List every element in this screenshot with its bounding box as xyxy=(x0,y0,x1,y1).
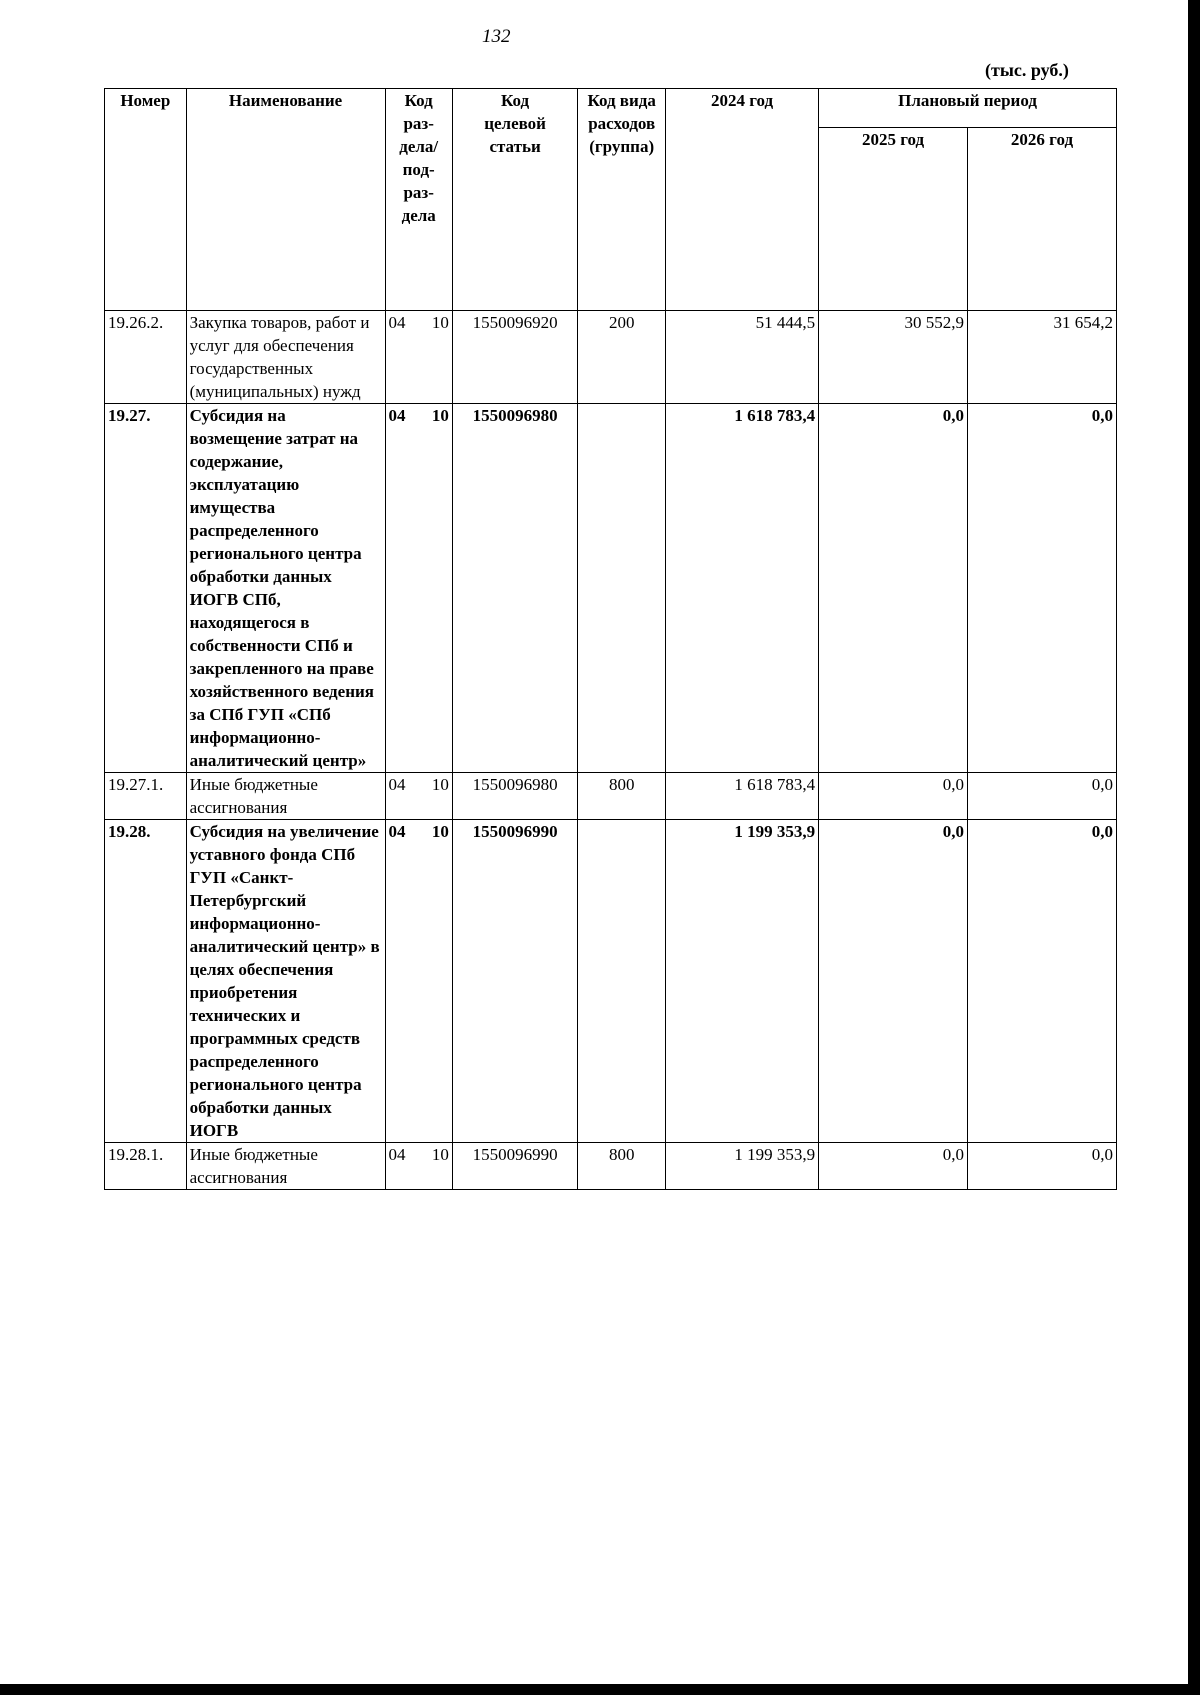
row-number: 19.27. xyxy=(105,404,187,773)
row-section: 04 xyxy=(388,822,406,841)
row-section: 04 xyxy=(388,1145,406,1164)
row-name: Иные бюджетные ассигнования xyxy=(186,1143,385,1190)
row-subsection: 10 xyxy=(431,775,449,794)
row-amount-2024: 1 199 353,9 xyxy=(666,820,819,1143)
row-number: 19.28.1. xyxy=(105,1143,187,1190)
row-section-code xyxy=(385,311,452,404)
header-section-code-text: Код раз-дела/ под-раз-дела xyxy=(399,91,439,225)
row-amount-2026: 0,0 xyxy=(968,1143,1117,1190)
row-amount-2024: 1 199 353,9 xyxy=(666,1143,819,1190)
header-number: Номер xyxy=(105,89,187,311)
header-expense-type-text: Код вида расходов (группа) xyxy=(587,91,656,156)
row-target-code: 1550096990 xyxy=(452,1143,577,1190)
row-expense-type: 200 xyxy=(578,311,666,404)
row-amount-2025: 30 552,9 xyxy=(819,311,968,404)
row-amount-2024: 1 618 783,4 xyxy=(666,404,819,773)
row-section-code xyxy=(385,820,452,1143)
page-number: 132 xyxy=(482,26,511,47)
header-year-2026: 2026 год xyxy=(968,128,1117,311)
row-subsection: 10 xyxy=(431,822,449,841)
header-year-2024: 2024 год xyxy=(666,89,819,311)
row-amount-2025: 0,0 xyxy=(819,773,968,820)
header-name: Наименование xyxy=(186,89,385,311)
row-amount-2025: 0,0 xyxy=(819,820,968,1143)
row-name: Субсидия на возмещение затрат на содержание, эксплуатацию имущества распределенного регионального центра обработки данных ИОГВ СПб, находящегося в собственности СПб и закрепленного на праве хозяйственного ведения за СПб ГУП «СПб информационно-аналитический центр» xyxy=(186,404,385,773)
row-target-code: 1550096920 xyxy=(452,311,577,404)
row-target-code: 1550096980 xyxy=(452,404,577,773)
row-section: 04 xyxy=(388,313,406,332)
row-name: Иные бюджетные ассигнования xyxy=(186,773,385,820)
unit-note: (тыс. руб.) xyxy=(985,60,1069,80)
row-subsection: 10 xyxy=(431,406,449,425)
row-name: Закупка товаров, работ и услуг для обеспечения государственных (муниципальных) нужд xyxy=(186,311,385,404)
row-section: 04 xyxy=(388,775,406,794)
scan-edge-bottom xyxy=(0,1684,1200,1695)
row-expense-type xyxy=(578,404,666,773)
row-expense-type: 800 xyxy=(578,1143,666,1190)
row-target-code: 1550096990 xyxy=(452,820,577,1143)
row-amount-2026: 31 654,2 xyxy=(968,311,1117,404)
header-year-2025: 2025 год xyxy=(819,128,968,311)
row-amount-2025: 0,0 xyxy=(819,1143,968,1190)
row-subsection: 10 xyxy=(431,313,449,332)
row-number: 19.26.2. xyxy=(105,311,187,404)
header-target-code xyxy=(452,89,577,311)
table-row xyxy=(105,404,1117,773)
table-row xyxy=(105,773,1117,820)
row-expense-type xyxy=(578,820,666,1143)
row-section: 04 xyxy=(388,406,406,425)
row-subsection: 10 xyxy=(431,1145,449,1164)
row-number: 19.27.1. xyxy=(105,773,187,820)
table-row xyxy=(105,820,1117,1143)
row-amount-2025: 0,0 xyxy=(819,404,968,773)
table-row xyxy=(105,1143,1117,1190)
row-target-code: 1550096980 xyxy=(452,773,577,820)
row-amount-2024: 1 618 783,4 xyxy=(666,773,819,820)
row-section-code xyxy=(385,773,452,820)
header-expense-type xyxy=(578,89,666,311)
header-target-code-text: Код целевой статьи xyxy=(484,91,546,156)
row-section-code xyxy=(385,1143,452,1190)
table-row xyxy=(105,311,1117,404)
row-amount-2026: 0,0 xyxy=(968,820,1117,1143)
row-amount-2026: 0,0 xyxy=(968,404,1117,773)
scan-edge-right xyxy=(1188,0,1200,1695)
budget-table xyxy=(104,88,1117,1190)
row-expense-type: 800 xyxy=(578,773,666,820)
header-planning-period: Плановый период xyxy=(819,89,1117,128)
row-amount-2024: 51 444,5 xyxy=(666,311,819,404)
row-number: 19.28. xyxy=(105,820,187,1143)
row-section-code xyxy=(385,404,452,773)
header-section-code xyxy=(385,89,452,311)
row-amount-2026: 0,0 xyxy=(968,773,1117,820)
row-name: Субсидия на увеличение уставного фонда СПб ГУП «Санкт-Петербургский информационно-аналитический центр» в целях обеспечения приобретения технических и программных средств распределенного регионального центра обработки данных ИОГВ xyxy=(186,820,385,1143)
